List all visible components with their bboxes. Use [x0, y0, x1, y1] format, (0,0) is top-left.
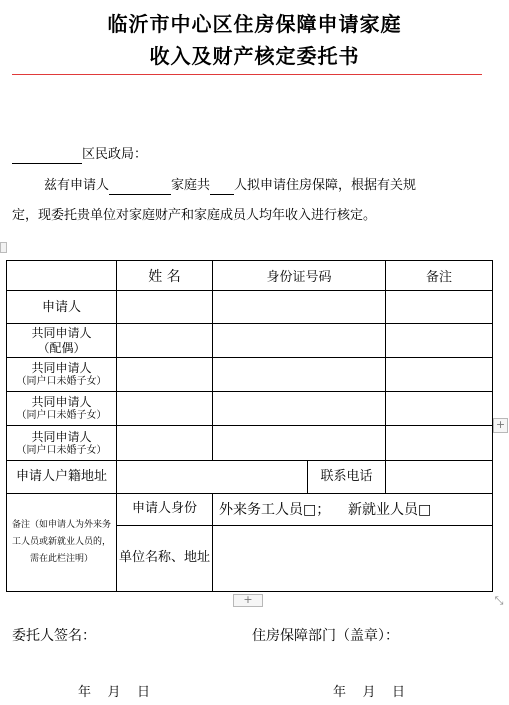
cell-remarks[interactable]: [386, 358, 493, 392]
household-row: [7, 460, 493, 493]
family-count-blank[interactable]: [210, 180, 234, 195]
applicant-table: [6, 260, 493, 592]
note-label: 备注（如申请人为外来务工人员或新就业人员的，需在此栏注明）: [7, 493, 117, 591]
employer-label: 单位名称、地址: [117, 525, 213, 591]
header-name: 姓 名: [117, 261, 213, 291]
date-right: 年 月 日: [333, 685, 406, 700]
client-signature-label: 委托人签名：: [12, 628, 96, 644]
row-label-spouse: 共同申请人 （配偶）: [7, 324, 117, 358]
cell-id-number[interactable]: [213, 291, 386, 324]
contact-label: 联系电话: [308, 460, 386, 493]
title-line-1: 临沂市中心区住房保障申请家庭: [107, 12, 402, 36]
cell-remarks[interactable]: [386, 291, 493, 324]
para1-part3: 人拟申请住房保障，根据有关规: [234, 178, 417, 193]
row-label-child: 共同申请人 （同户口未婚子女）: [7, 392, 117, 426]
table-row: [7, 392, 493, 426]
cell-remarks[interactable]: [386, 426, 493, 460]
salutation: [12, 146, 147, 164]
cell-name[interactable]: [117, 392, 213, 426]
applicant-name-blank[interactable]: [109, 180, 171, 195]
table-row: [7, 426, 493, 460]
household-label: 申请人户籍地址: [7, 460, 117, 493]
identity-row: [7, 493, 493, 525]
paragraph-1: [44, 177, 416, 195]
title-divider: [12, 74, 482, 75]
para1-part2: 家庭共: [171, 178, 211, 193]
contact-phone-cell[interactable]: [386, 460, 493, 493]
header-id-number: 身份证号码: [213, 261, 386, 291]
add-column-handle[interactable]: +: [493, 418, 508, 433]
add-row-handle[interactable]: +: [233, 594, 263, 607]
table-row: [7, 291, 493, 324]
header-row: [7, 261, 493, 291]
identity-options[interactable]: 外来务工人员□； 新就业人员□: [213, 493, 493, 525]
cell-name[interactable]: [117, 426, 213, 460]
employer-cell[interactable]: [213, 525, 493, 591]
paragraph-2: 定，现委托贵单位对家庭财产和家庭成员人均年收入进行核定。: [12, 208, 377, 223]
table-resize-handle[interactable]: ⤡: [494, 594, 504, 607]
district-blank[interactable]: [12, 149, 82, 164]
cell-name[interactable]: [117, 358, 213, 392]
identity-label: 申请人身份: [117, 493, 213, 525]
para1-part1: 兹有申请人: [44, 178, 110, 193]
cell-name[interactable]: [117, 324, 213, 358]
cell-id-number[interactable]: [213, 392, 386, 426]
cell-id-number[interactable]: [213, 426, 386, 460]
row-label-applicant: 申请人: [7, 291, 117, 324]
cell-remarks[interactable]: [386, 324, 493, 358]
title-line-2: 收入及财产核定委托书: [149, 44, 360, 68]
salutation-text: 区民政局：: [82, 147, 148, 162]
dept-seal-label: 住房保障部门（盖章）：: [252, 628, 399, 644]
cell-name[interactable]: [117, 291, 213, 324]
paragraph-marker: [0, 242, 7, 253]
cell-id-number[interactable]: [213, 358, 386, 392]
header-corner: [7, 261, 117, 291]
row-label-child: 共同申请人 （同户口未婚子女）: [7, 358, 117, 392]
cell-remarks[interactable]: [386, 392, 493, 426]
cell-id-number[interactable]: [213, 324, 386, 358]
row-label-child: 共同申请人 （同户口未婚子女）: [7, 426, 117, 460]
date-left: 年 月 日: [78, 685, 151, 700]
household-address-cell[interactable]: [117, 460, 308, 493]
header-remarks: 备注: [386, 261, 493, 291]
table-row: [7, 358, 493, 392]
table-row: [7, 324, 493, 358]
